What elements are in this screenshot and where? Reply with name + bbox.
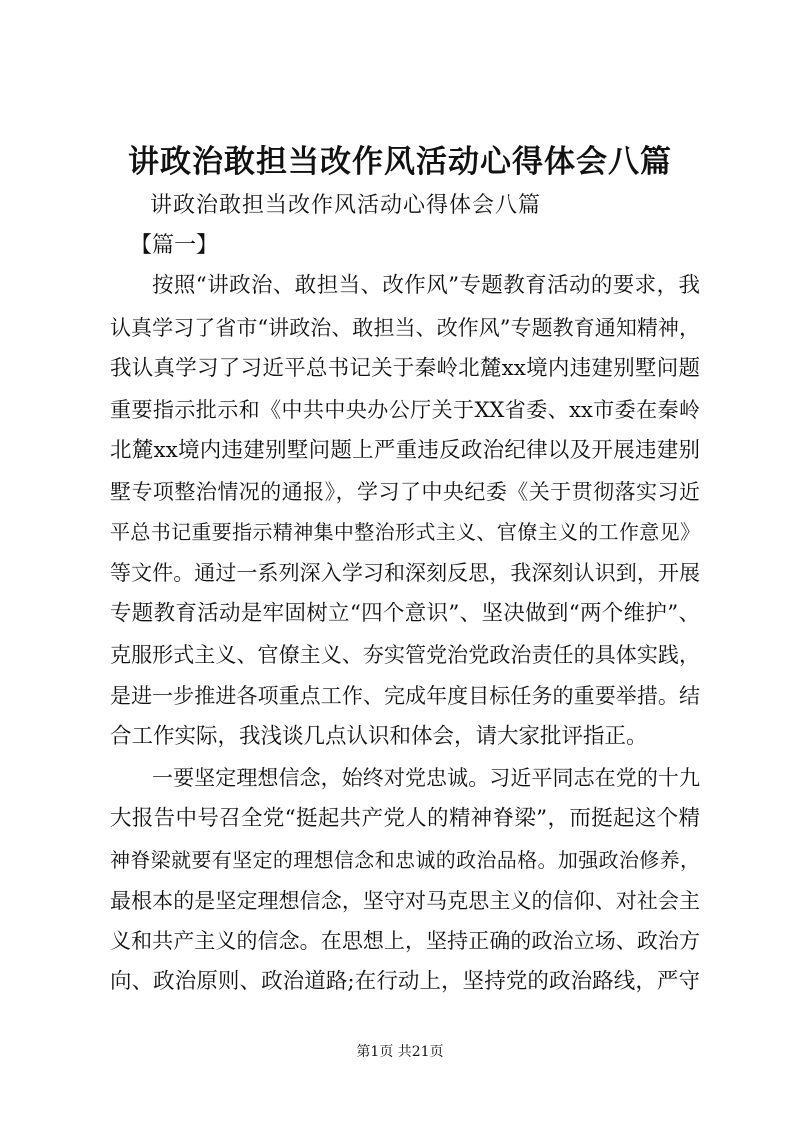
paragraph-1-line-12: 合工作实际，我浅谈几点认识和体会，请大家批评指正。 <box>110 724 648 749</box>
page-footer: 第1页 共21页 <box>356 1044 444 1060</box>
paragraph-2-line-4: 最根本的是坚定理想信念，坚守对马克思主义的信仰、对社会主 <box>110 889 700 913</box>
paragraph-1-line-6: 墅专项整治情况的通报》，学习了中央纪委《关于贯彻落实习近 <box>110 480 700 504</box>
paragraph-1-line-1: 按照“讲政治、敢担当、改作风”专题教育活动的要求，我 <box>152 273 700 298</box>
paragraph-1-line-3: 我认真学习了习近平总书记关于秦岭北麓xx境内违建别墅问题 <box>110 356 700 381</box>
paragraph-1-line-9: 专题教育活动是牢固树立“四个意识”、坚决做到“两个维护”、 <box>110 601 700 626</box>
paragraph-2-line-1: 一要坚定理想信念，始终对党忠诚。习近平同志在党的十九 <box>152 766 700 790</box>
paragraph-1-line-2: 认真学习了省市“讲政治、敢担当、改作风”专题教育通知精神， <box>110 316 700 340</box>
paragraph-1-line-10: 克服形式主义、官僚主义、夯实管党治党政治责任的具体实践， <box>110 643 700 667</box>
paragraph-1-line-11: 是进一步推进各项重点工作、完成年度目标任务的重要举措。结 <box>110 684 700 708</box>
document-title: 讲政治敢担当改作风活动心得体会八篇 <box>128 144 672 180</box>
paragraph-1-line-5: 北麓xx境内违建别墅问题上严重违反政治纪律以及开展违建别 <box>110 438 700 463</box>
paragraph-1-line-7: 平总书记重要指示精神集中整治形式主义、官僚主义的工作意见》 <box>110 520 700 544</box>
paragraph-2-line-6: 向、政治原则、政治道路;在行动上，坚持党的政治路线，严守 <box>110 969 700 994</box>
section-label: 【篇一】 <box>130 233 219 258</box>
paragraph-2-line-5: 义和共产主义的信念。在思想上，坚持正确的政治立场、政治方 <box>110 929 700 953</box>
paragraph-1-line-8: 等文件。通过一系列深入学习和深刻反思，我深刻认识到，开展 <box>110 561 700 585</box>
document-subtitle: 讲政治敢担当改作风活动心得体会八篇 <box>150 193 542 218</box>
paragraph-2-line-3: 神脊梁就要有坚定的理想信念和忠诚的政治品格。加强政治修养， <box>110 848 700 872</box>
paragraph-2-line-2: 大报告中号召全党“挺起共产党人的精神脊梁”，而挺起这个精 <box>110 806 700 831</box>
paragraph-1-line-4: 重要指示批示和《中共中央办公厅关于XX省委、xx市委在秦岭 <box>110 398 700 422</box>
